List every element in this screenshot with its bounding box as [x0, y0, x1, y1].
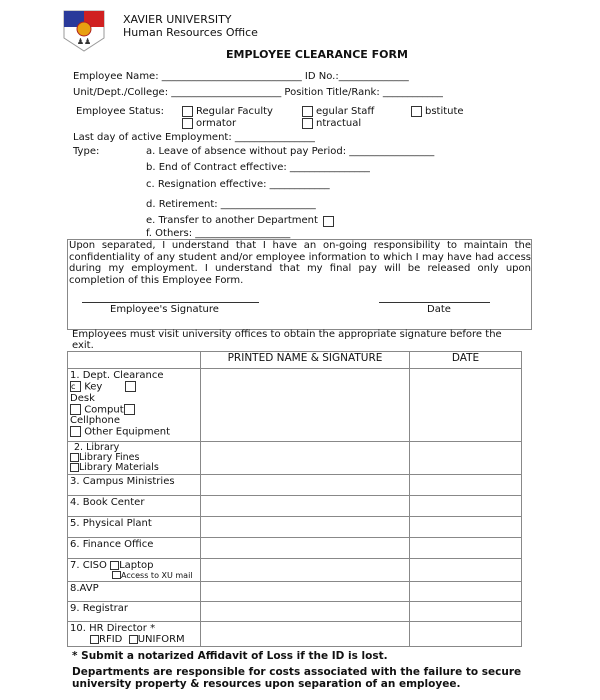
clearance-table: [67, 351, 522, 647]
table-row: [68, 559, 522, 582]
type-b[interactable]: b. End of Contract effective: ________________: [146, 162, 370, 173]
row-title: 4. Book Center: [68, 496, 201, 517]
statement-text: Upon separated, I understand that I have an on-going responsibility to maintain the confidentiality of any student and/or employee information to which I may have had access during my employment. I understand that my final pay will be released only upon completion of this Employee Form.: [69, 240, 531, 286]
row-title: 7. CISO: [70, 560, 107, 571]
item: Key: [84, 381, 103, 393]
signature-cell[interactable]: [201, 559, 410, 582]
status-checkbox[interactable]: [182, 106, 193, 117]
uniform-checkbox[interactable]: [129, 635, 138, 644]
table-row: [68, 622, 522, 647]
type-label: Type:: [73, 146, 100, 157]
date-cell[interactable]: [410, 369, 522, 442]
form-title: EMPLOYEE CLEARANCE FORM: [226, 48, 408, 61]
table-row: [68, 369, 522, 442]
cellphone-checkbox[interactable]: [124, 404, 135, 415]
date-cell[interactable]: [410, 622, 522, 647]
signature-cell[interactable]: [201, 538, 410, 559]
date-cell[interactable]: [410, 517, 522, 538]
date-cell[interactable]: [410, 475, 522, 496]
checkbox[interactable]: [70, 463, 79, 472]
signature-cell[interactable]: [201, 582, 410, 602]
date-cell[interactable]: [410, 496, 522, 517]
checkbox[interactable]: [112, 571, 121, 579]
type-d[interactable]: d. Retirement: ___________________: [146, 199, 316, 210]
table-row: [68, 496, 522, 517]
svg-text:♟♟: ♟♟: [76, 37, 92, 46]
signature-cell[interactable]: [201, 602, 410, 622]
date-cell[interactable]: [410, 582, 522, 602]
row-title: 5. Physical Plant: [68, 517, 201, 538]
item: Comput: [84, 404, 124, 415]
other-equipment-checkbox[interactable]: [70, 426, 81, 437]
clearance-section: [67, 351, 522, 690]
date-line[interactable]: [379, 302, 490, 303]
row-title: 2. Library: [74, 442, 120, 453]
unit-field[interactable]: Unit/Dept./College: ______________________ Position Title/Rank: ____________: [73, 87, 443, 98]
table-row: [68, 475, 522, 496]
item: Desk: [70, 392, 95, 404]
signature-label: Employee's Signature: [110, 304, 219, 315]
status-option: Regular Faculty: [196, 106, 273, 117]
table-row: [68, 538, 522, 559]
signature-cell[interactable]: [201, 475, 410, 496]
item: RFID: [99, 634, 123, 645]
checkbox[interactable]: [70, 453, 79, 462]
item: Library Materials: [79, 462, 159, 473]
row-title: 8.AVP: [68, 582, 201, 602]
row-title: 1. Dept. Clearance: [70, 370, 164, 381]
date-cell[interactable]: [410, 559, 522, 582]
last-day-field[interactable]: Last day of active Employment: ________________: [73, 132, 315, 143]
transfer-checkbox[interactable]: [323, 216, 334, 227]
item: Laptop: [119, 560, 154, 571]
col-header: [68, 352, 201, 369]
status-checkbox[interactable]: [302, 106, 313, 117]
statement-box: [67, 239, 532, 330]
status-label: Employee Status:: [76, 106, 164, 117]
computer-checkbox[interactable]: [70, 404, 81, 415]
item: UNIFORM: [137, 634, 185, 645]
status-checkbox[interactable]: [182, 118, 193, 129]
col-header-signature: PRINTED NAME & SIGNATURE: [201, 352, 410, 369]
date-cell[interactable]: [410, 602, 522, 622]
item: Cellphone: [70, 415, 120, 426]
row-title: 6. Finance Office: [68, 538, 201, 559]
responsibility-note: Departments are responsible for costs associated with the failure to secure university property & resources upon separation of an employee.: [72, 666, 522, 690]
date-label: Date: [427, 304, 451, 315]
instruction: Employees must visit university offices to obtain the appropriate signature before the exit.: [72, 329, 502, 351]
signature-cell[interactable]: [201, 496, 410, 517]
item: Access to XU mail: [121, 571, 193, 580]
item: Other Equipment: [84, 426, 171, 438]
signature-cell[interactable]: [201, 517, 410, 538]
row-title: 10. HR Director *: [70, 623, 156, 634]
table-row: [68, 602, 522, 622]
status-option: egular Staff: [316, 106, 375, 117]
type-c[interactable]: c. Resignation effective: ____________: [146, 179, 330, 190]
row-title: 3. Campus Ministries: [68, 475, 201, 496]
desk-checkbox[interactable]: [125, 381, 136, 392]
status-option: ntractual: [316, 118, 362, 129]
date-cell[interactable]: [410, 442, 522, 475]
status-checkbox[interactable]: [411, 106, 422, 117]
item: Library Fines: [79, 452, 140, 463]
rfid-checkbox[interactable]: [90, 635, 99, 644]
signature-cell[interactable]: [201, 369, 410, 442]
affidavit-note: * Submit a notarized Affidavit of Loss if the ID is lost.: [72, 650, 388, 662]
signature-cell[interactable]: [201, 622, 410, 647]
university-name: XAVIER UNIVERSITY: [123, 13, 232, 26]
status-option: bstitute: [425, 106, 464, 117]
checkbox[interactable]: [110, 561, 119, 570]
table-row: [68, 582, 522, 602]
type-f[interactable]: f. Others: ___________________: [146, 228, 291, 239]
office-name: Human Resources Office: [123, 26, 258, 39]
status-checkbox[interactable]: [302, 118, 313, 129]
status-option: ormator: [196, 118, 237, 129]
signature-cell[interactable]: [201, 442, 410, 475]
row-title: 9. Registrar: [68, 602, 201, 622]
table-row: [68, 517, 522, 538]
type-e[interactable]: e. Transfer to another Department: [146, 215, 318, 226]
signature-line[interactable]: [82, 302, 259, 303]
table-row: [68, 442, 522, 475]
key-checkbox[interactable]: c: [70, 381, 81, 392]
date-cell[interactable]: [410, 538, 522, 559]
col-header-date: DATE: [410, 352, 522, 369]
university-logo: [63, 10, 105, 52]
employee-name-field[interactable]: Employee Name: ____________________________ ID No.:______________: [73, 71, 409, 82]
type-a[interactable]: a. Leave of absence without pay Period: _________________: [146, 146, 435, 157]
